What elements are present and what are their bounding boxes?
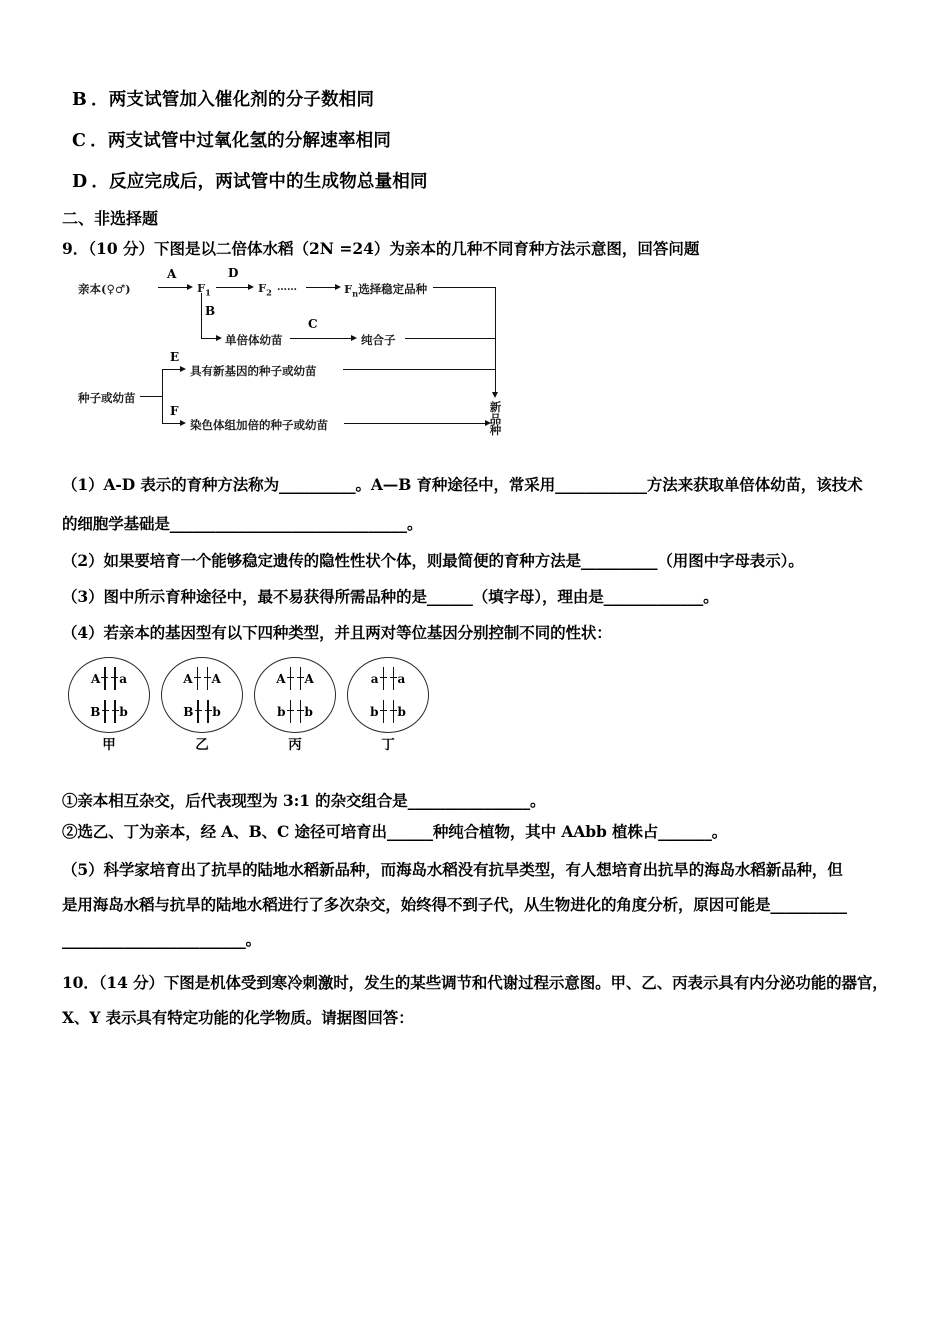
- allele-label: A: [90, 671, 101, 686]
- genotype-cell-ding: [347, 657, 429, 733]
- allele-pair-bottom: [277, 700, 313, 724]
- arrow-head-e: [180, 366, 186, 372]
- allele-label: b: [304, 704, 313, 719]
- option-d: D ．反应完成后，两试管中的生成物总量相同: [72, 172, 428, 192]
- allele-label: b: [119, 704, 128, 719]
- collector-line-top: [433, 287, 495, 288]
- arrow-head-fn: [335, 284, 341, 290]
- chromosome-icon: [100, 700, 109, 723]
- chromosome-icon: [286, 667, 295, 690]
- option-b-text: 两支试管加入催化剂的分子数相同: [108, 90, 375, 110]
- arrow-head-d: [248, 284, 254, 290]
- chromosome-icon: [296, 667, 305, 690]
- arrow-head-a: [187, 284, 193, 290]
- question-9-part-2: （2）如果要培育一个能够稳定遗传的隐性性状个体，则最简便的育种方法是__________（用图中字母表示）。: [62, 551, 804, 570]
- allele-label: b: [397, 704, 406, 719]
- arrow-head-b: [216, 335, 222, 341]
- option-d-label: D: [72, 172, 88, 192]
- allele-label: A: [276, 671, 286, 686]
- question-10-line-1: 10．（14 分）下图是机体受到寒冷刺激时，发生的某些调节和代谢过程示意图。甲、乙、丙表示具有内分泌功能的器官，: [62, 973, 888, 992]
- chromosome-icon: [193, 667, 202, 690]
- branch-split-line: [162, 369, 163, 423]
- collector-vertical-line: [495, 287, 496, 395]
- diagram-code-f: F: [170, 404, 179, 418]
- allele-label: b: [277, 704, 286, 719]
- allele-label: A: [183, 671, 193, 686]
- diagram-code-e: E: [170, 350, 180, 364]
- genotype-cell-label-yi: 乙: [195, 737, 209, 753]
- question-9-stem: [62, 237, 699, 259]
- allele-pair-bottom: [370, 700, 406, 724]
- chromosome-icon: [203, 667, 212, 690]
- question-9-part-1-line-2: 的细胞学基础是_______________________________。: [62, 514, 423, 533]
- fn-text: F: [344, 282, 353, 296]
- allele-label: b: [212, 704, 221, 719]
- collector-arrow-head: [492, 392, 498, 398]
- question-9-part-5-line-2: 是用海岛水稻与抗旱的陆地水稻进行了多次杂交，始终得不到子代，从生物进化的角度分析，原因可能是__________: [62, 895, 847, 914]
- arrow-line-d: [216, 287, 249, 288]
- genotype-cell-diagrams: [60, 655, 450, 765]
- diagram-code-c: C: [308, 317, 318, 331]
- chromosome-icon: [203, 700, 212, 723]
- section-heading: 二、非选择题: [62, 209, 159, 228]
- genotype-cell-yi: [161, 657, 243, 733]
- allele-pair-top: [371, 667, 406, 691]
- arrow-head-c: [351, 335, 357, 341]
- question-9-stem-text: 下图是以二倍体水稻（2N =24）为亲本的几种不同育种方法示意图，回答问题: [154, 239, 700, 258]
- allele-label: a: [119, 671, 128, 686]
- chromosome-icon: [100, 667, 109, 690]
- allele-pair-top: [183, 667, 221, 691]
- question-9-number: 9．: [62, 239, 89, 258]
- arrow-line-b-vertical: [201, 293, 202, 339]
- diagram-node-parent: 亲本(♀♂): [78, 282, 131, 296]
- chromosome-icon: [379, 700, 388, 723]
- allele-label: B: [90, 704, 101, 719]
- genotype-cell-label-jia: 甲: [102, 737, 116, 753]
- chromosome-icon: [389, 700, 398, 723]
- diagram-code-a: A: [167, 267, 177, 281]
- genotype-cell-label-bing: 丙: [288, 737, 302, 753]
- breeding-flow-diagram: [78, 266, 502, 441]
- arrow-head-f: [180, 420, 186, 426]
- allele-label: B: [183, 704, 194, 719]
- chromosome-icon: [110, 700, 119, 723]
- genotype-cell-bing: [254, 657, 336, 733]
- f2-subscript: 2: [266, 287, 272, 298]
- allele-pair-bottom: [183, 700, 221, 724]
- arrow-line-to-new-variety: [344, 423, 486, 424]
- option-c: C ．两支试管中过氧化氢的分解速率相同: [72, 131, 392, 151]
- question-9-part-4: （4）若亲本的基因型有以下四种类型，并且两对等位基因分别控制不同的性状：: [62, 623, 612, 642]
- fn-subscript: n: [352, 288, 359, 299]
- allele-label: A: [304, 671, 314, 686]
- collector-line-second: [405, 338, 495, 339]
- chromosome-icon: [286, 700, 295, 723]
- diagram-node-fn: [344, 281, 427, 298]
- question-9-part-5-line-3: ________________________。: [62, 930, 262, 949]
- allele-pair-top: [276, 667, 314, 691]
- question-9-score: （10 分）: [88, 239, 155, 258]
- chromosome-icon: [110, 667, 119, 690]
- allele-pair-top: [91, 667, 127, 691]
- f1-text: F: [197, 281, 206, 295]
- question-9-sub-item-1: ①亲本相互杂交，后代表现型为 3:1 的杂交组合是________________。: [62, 791, 546, 810]
- option-c-label: C: [72, 131, 87, 151]
- arrow-line-e: [162, 369, 181, 370]
- arrow-line-b-horizontal: [201, 338, 217, 339]
- option-d-text: 反应完成后，两试管中的生成物总量相同: [109, 172, 428, 192]
- allele-label: A: [211, 671, 221, 686]
- option-b: B ．两支试管加入催化剂的分子数相同: [72, 90, 375, 110]
- diagram-node-f2: [258, 281, 272, 297]
- diagram-code-b: B: [205, 304, 216, 318]
- allele-label: a: [370, 671, 379, 686]
- option-b-label: B: [72, 90, 87, 110]
- diagram-code-d: D: [228, 266, 239, 280]
- question-9-part-5-line-1: （5）科学家培育出了抗旱的陆地水稻新品种，而海岛水稻没有抗旱类型，有人想培育出抗旱的海岛水稻新品种，但: [62, 860, 843, 879]
- arrow-line-c: [290, 338, 352, 339]
- fn-tail-text: 选择稳定品种: [358, 282, 428, 296]
- branch-stem-line: [140, 396, 162, 397]
- question-10-line-2: X、Y 表示具有特定功能的化学物质。请据图回答：: [62, 1008, 414, 1027]
- question-9-part-1-line-1: （1）A-D 表示的育种方法称为__________。A—B 育种途径中，常采用____________方法来获取单倍体幼苗，该技术: [62, 475, 863, 494]
- chromosome-icon: [389, 667, 398, 690]
- chromosome-icon: [193, 700, 202, 723]
- diagram-node-f1: [197, 281, 211, 297]
- arrow-line-a: [158, 287, 188, 288]
- diagram-node-polyploid-seed: 染色体组加倍的种子或幼苗: [190, 418, 328, 432]
- question-9-sub-item-2: ②选乙、丁为亲本，经 A、B、C 途径可培育出______种纯合植物，其中 AAbb 植株占_______。: [62, 822, 728, 841]
- diagram-node-seed-or-seedling: 种子或幼苗: [78, 391, 136, 405]
- arrow-line-fn: [306, 287, 336, 288]
- diagram-node-new-gene-seed: 具有新基因的种子或幼苗: [190, 364, 317, 378]
- diagram-node-homozygote: 纯合子: [361, 333, 396, 347]
- option-c-text: 两支试管中过氧化氢的分解速率相同: [107, 131, 392, 151]
- genotype-cell-jia: [68, 657, 150, 733]
- f1-subscript: 1: [205, 287, 211, 298]
- chromosome-icon: [379, 667, 388, 690]
- diagram-node-new-variety: 新品种: [489, 400, 502, 438]
- genotype-cell-label-ding: 丁: [381, 737, 395, 753]
- allele-label: a: [397, 671, 406, 686]
- diagram-node-haploid-seedling: 单倍体幼苗: [225, 333, 283, 347]
- chromosome-icon: [296, 700, 305, 723]
- allele-label: b: [370, 704, 379, 719]
- question-9-part-3: （3）图中所示育种途径中，最不易获得所需品种的是______（填字母），理由是_____________。: [62, 587, 719, 606]
- f2-text: F: [258, 281, 267, 295]
- allele-pair-bottom: [90, 700, 128, 724]
- collector-line-third: [343, 369, 495, 370]
- diagram-ellipsis: ……: [277, 282, 297, 293]
- arrow-line-f: [162, 423, 181, 424]
